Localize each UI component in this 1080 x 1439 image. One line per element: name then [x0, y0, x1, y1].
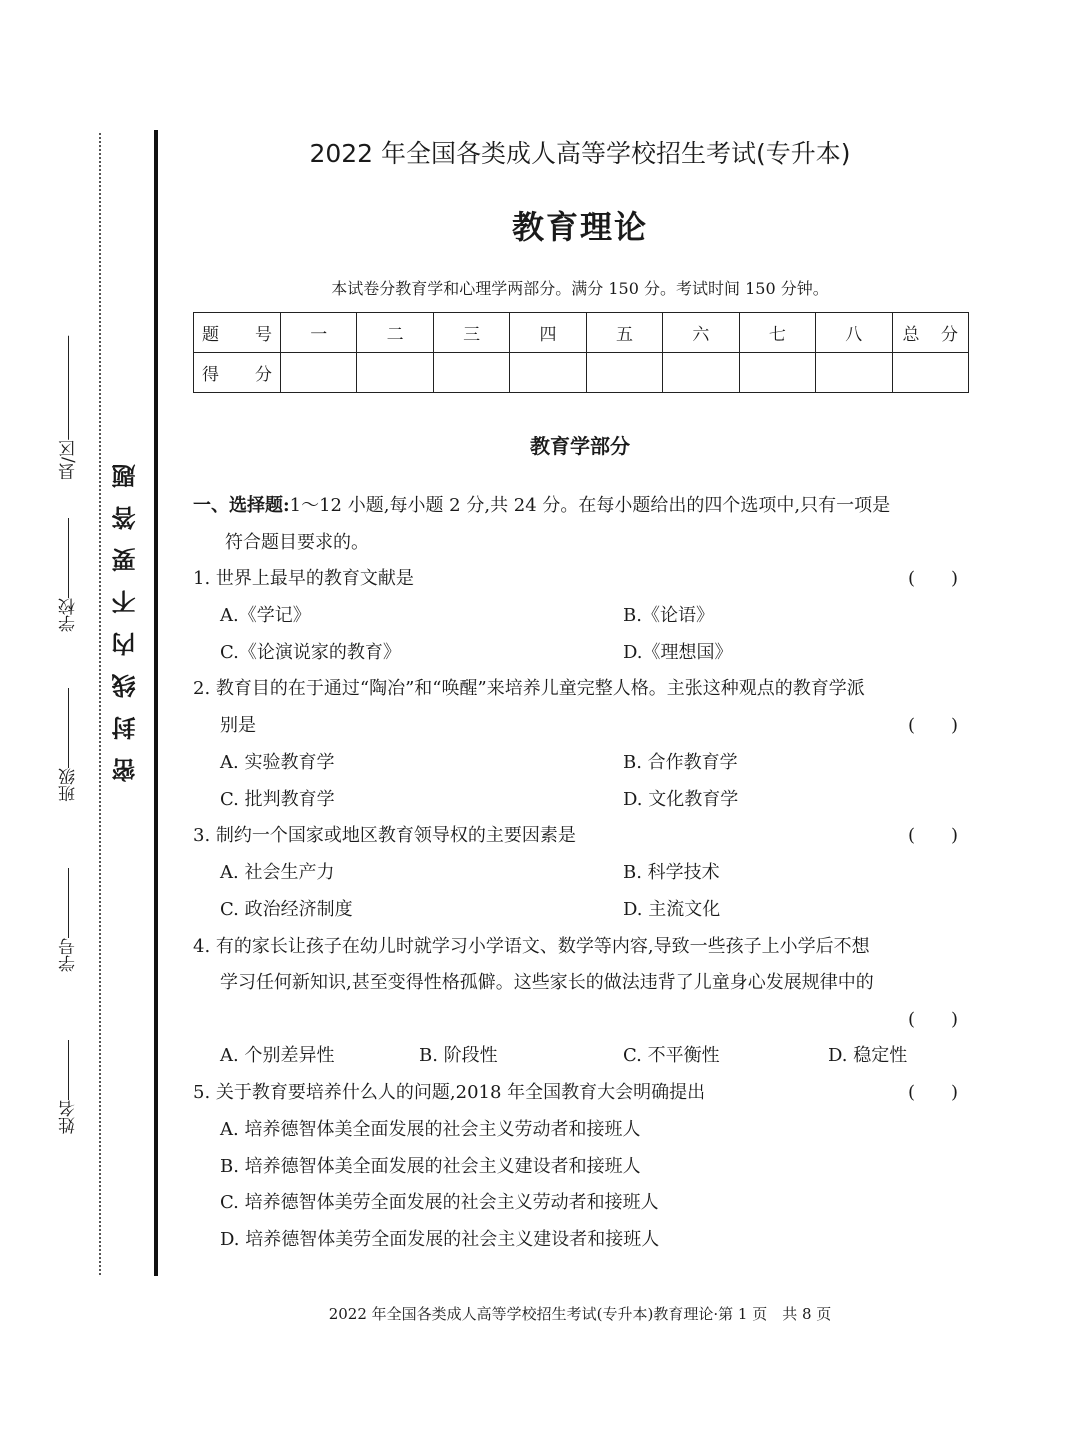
score-input-cell[interactable] [357, 353, 433, 393]
score-table-cell: 八 [816, 313, 892, 353]
answer-paren[interactable]: ( ) [908, 568, 959, 589]
option: A. 实验教育学 [220, 752, 335, 773]
option: D.《理想国》 [623, 642, 733, 663]
score-input-cell[interactable] [510, 353, 586, 393]
answer-paren[interactable]: ( ) [908, 715, 959, 736]
field-name: 姓名 [56, 1040, 81, 1134]
question-stem: 3. 制约一个国家或地区教育领导权的主要因素是 [193, 825, 576, 846]
option: D. 文化教育学 [623, 789, 739, 810]
option: C. 政治经济制度 [220, 899, 353, 920]
score-table-cell: 总 分 [892, 313, 969, 353]
score-input-cell[interactable] [663, 353, 739, 393]
score-table-cell: 二 [357, 313, 433, 353]
field-class: 班级 [56, 688, 81, 802]
question-stem: 1. 世界上最早的教育文献是 [193, 568, 414, 589]
part1-instruction-cont: 符合题目要求的。 [225, 532, 369, 553]
question-stem: 2. 教育目的在于通过“陶冶”和“唤醒”来培养儿童完整人格。主张这种观点的教育学派 [193, 678, 865, 699]
question-stem: 5. 关于教育要培养什么人的问题,2018 年全国教育大会明确提出 [193, 1082, 706, 1103]
question-stem: 4. 有的家长让孩子在幼儿时就学习小学语文、数学等内容,导致一些孩子上小学后不想 [193, 936, 870, 957]
answer-paren[interactable]: ( ) [908, 825, 959, 846]
part1-heading: 一、选择题: [193, 495, 290, 516]
subject-title: 教育理论 [511, 208, 648, 246]
field-student-id: 学号 [56, 868, 81, 972]
score-table-cell: 四 [510, 313, 586, 353]
exam-title: 2022 年全国各类成人高等学校招生考试(专升本) [309, 139, 851, 168]
option: A. 个别差异性 [220, 1045, 335, 1066]
score-table-cell: 题 号 [194, 313, 281, 353]
score-row-label: 得 分 [194, 353, 281, 393]
exam-note: 本试卷分教育学和心理学两部分。满分 150 分。考试时间 150 分钟。 [331, 279, 829, 298]
section-title: 教育学部分 [530, 434, 630, 458]
part1-instruction: 一、选择题:1～12 小题,每小题 2 分,共 24 分。在每小题给出的四个选项中,只有一项是 [193, 495, 891, 516]
option: B.《论语》 [623, 605, 714, 626]
score-table-cell: 一 [281, 313, 357, 353]
option: B. 合作教育学 [623, 752, 738, 773]
option: A. 培养德智体美全面发展的社会主义劳动者和接班人 [220, 1119, 641, 1140]
score-input-cell[interactable] [281, 353, 357, 393]
score-input-cell[interactable] [739, 353, 815, 393]
option: C. 培养德智体美劳全面发展的社会主义劳动者和接班人 [220, 1192, 659, 1213]
binding-solid-line [154, 130, 158, 1276]
score-table-score-row [194, 353, 969, 393]
option: D. 主流文化 [623, 899, 721, 920]
score-table-header-row [194, 313, 969, 353]
option: B. 阶段性 [419, 1045, 498, 1066]
option: C.《论演说家的教育》 [220, 642, 401, 663]
field-county: 县/区 [56, 336, 81, 480]
option: A. 社会生产力 [220, 862, 335, 883]
score-table-cell: 七 [739, 313, 815, 353]
score-table-cell: 三 [433, 313, 509, 353]
score-input-cell[interactable] [892, 353, 969, 393]
score-input-cell[interactable] [433, 353, 509, 393]
question-stem-cont: 学习任何新知识,甚至变得性格孤僻。这些家长的做法违背了儿童身心发展规律中的 [220, 972, 874, 993]
score-table [193, 312, 969, 393]
field-school: 学校 [56, 518, 81, 632]
option: B. 科学技术 [623, 862, 720, 883]
seal-warning-text: 密封线内不要答题 [112, 446, 140, 782]
option: C. 批判教育学 [220, 789, 335, 810]
score-input-cell[interactable] [586, 353, 662, 393]
option: C. 不平衡性 [623, 1045, 720, 1066]
score-table-cell: 五 [586, 313, 662, 353]
answer-paren[interactable]: ( ) [908, 1082, 959, 1103]
option: D. 稳定性 [828, 1045, 908, 1066]
page-footer: 2022 年全国各类成人高等学校招生考试(专升本)教育理论·第 1 页 共 8 页 [328, 1305, 832, 1323]
option: B. 培养德智体美全面发展的社会主义建设者和接班人 [220, 1156, 641, 1177]
option: D. 培养德智体美劳全面发展的社会主义建设者和接班人 [220, 1229, 660, 1250]
dotted-cut-line [99, 133, 101, 1275]
score-input-cell[interactable] [816, 353, 892, 393]
question-stem-cont: 别是 [220, 715, 256, 736]
option: A.《学记》 [220, 605, 311, 626]
score-table-cell: 六 [663, 313, 739, 353]
answer-paren[interactable]: ( ) [908, 1009, 959, 1030]
